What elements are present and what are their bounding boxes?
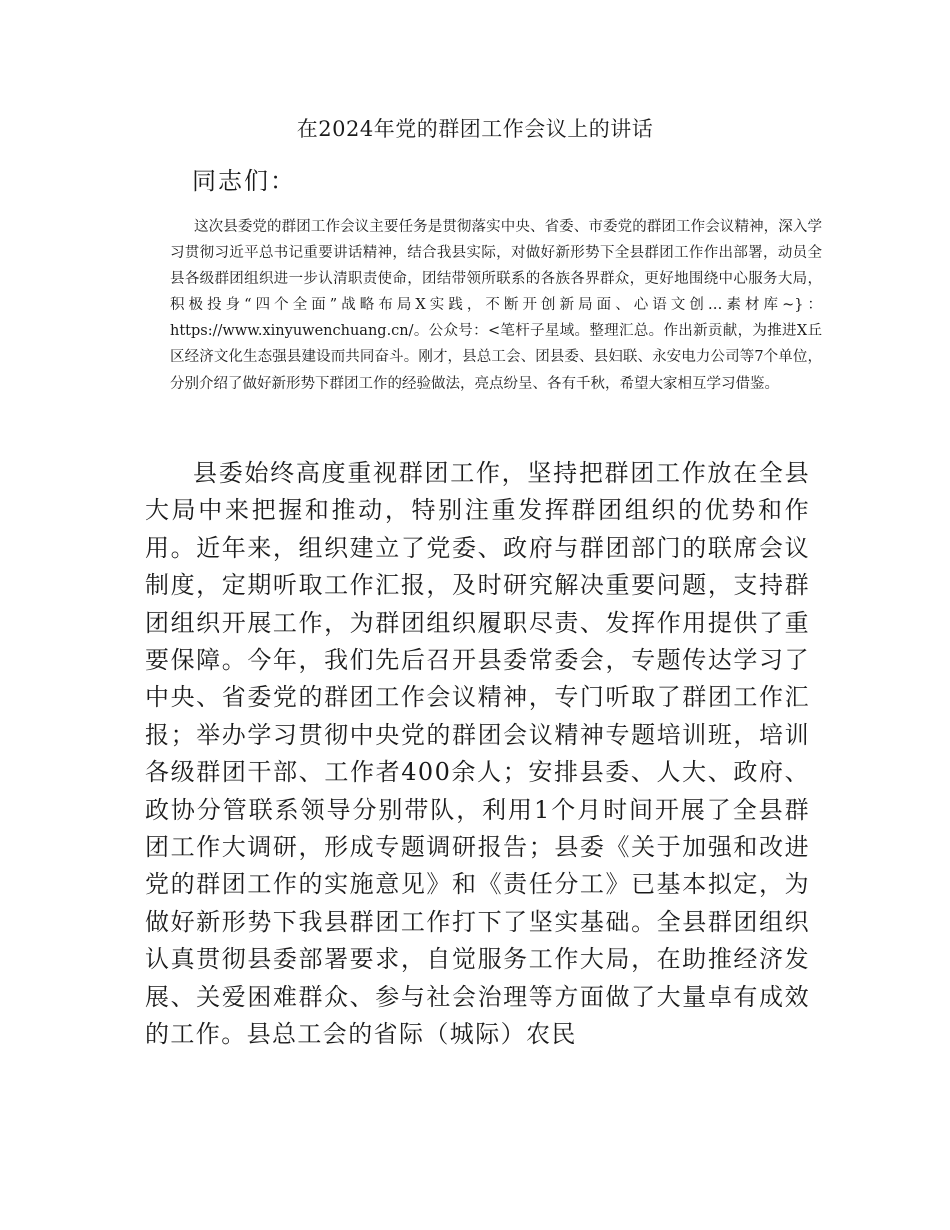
document-title: 在2024年党的群团工作会议上的讲话 bbox=[296, 117, 654, 141]
body-paragraph: 县委始终高度重视群团工作，坚持把群团工作放在全县大局中来把握和推动，特别注重发挥群团组织的优势和作用。近年来，组织建立了党委、政府与群团部门的联席会议制度，定期听取工作汇报，及时研究解决重要问题，支持群团组织开展工作，为群团组织履职尽责、发挥作用提供了重要保障。今年，我们先后召开县委常委会，专题传达学习了中央、省委党的群团工作会议精神，专门听取了群团工作汇报；举办学习贯彻中央党的群团会议精神专题培训班，培训各级群团干部、工作者400余人；安排县委、人大、政府、政协分管联系领导分别带队，利用1个月时间开展了全县群团工作大调研，形成专题调研报告；县委《关于加强和改进党的群团工作的实施意见》和《责任分工》已基本拟定，为做好新形势下我县群团工作打下了坚实基础。全县群团组织认真贯彻县委部署要求，自觉服务工作大局，在助推经济发展、关爱困难群众、参与社会治理等方面做了大量卓有成效的工作。县总工会的省际（城际）农民 bbox=[145, 459, 810, 1049]
salutation: 同志们： bbox=[192, 167, 296, 195]
intro-paragraph: 这次县委党的群团工作会议主要任务是贯彻落实中央、省委、市委党的群团工作会议精神，深入学习贯彻习近平总书记重要讲话精神，结合我县实际，对做好新形势下全县群团工作作出部署，动员全县各级群团组织进一步认清职责使命，团结带领所联系的各族各界群众，更好地围绕中心服务大局，积极投身“四个全面”战略布局X实践，不断开创新局面、心语文创…素材库~}：https://www.xinyuwenchuang.cn/。公众号：<笔杆子星域。整理汇总。作出新贡献，为推进X丘区经济文化生态强县建设而共同奋斗。刚才，县总工会、团县委、县妇联、永安电力公司等7个单位，分别介绍了做好新形势下群团工作的经验做法，亮点纷呈、各有千秋，希望大家相互学习借鉴。 bbox=[170, 219, 822, 392]
